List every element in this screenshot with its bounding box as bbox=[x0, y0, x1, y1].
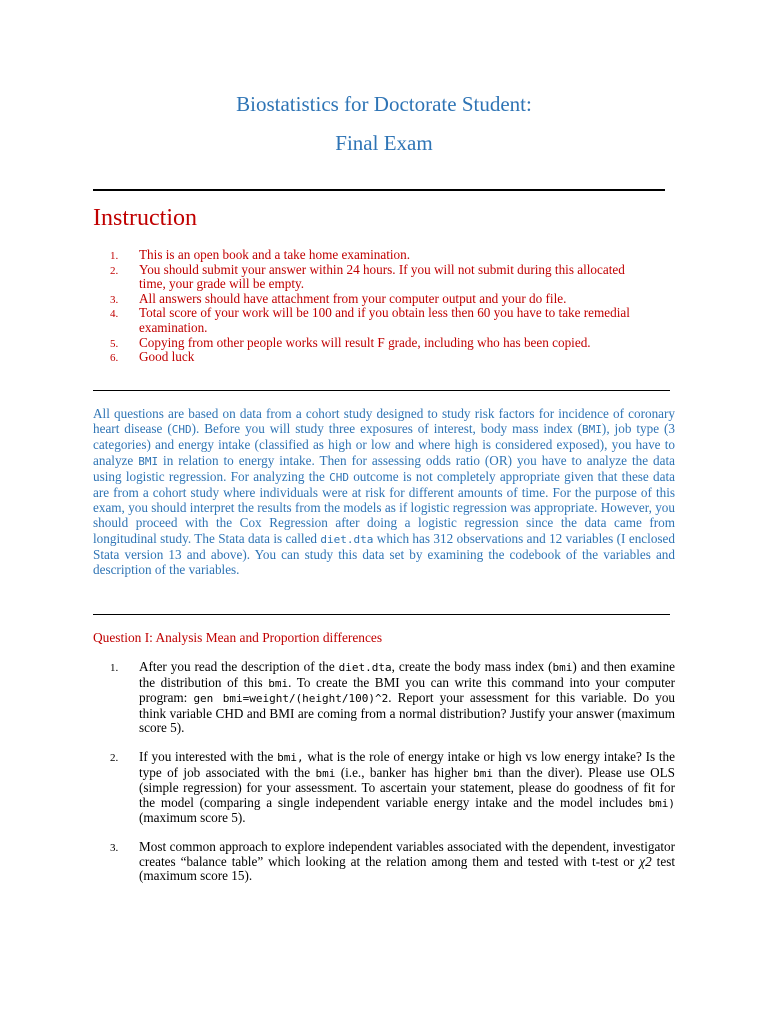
item-text: This is an open book and a take home examination. bbox=[139, 247, 411, 262]
code-term: diet.dta bbox=[320, 532, 374, 546]
item-number: 4. bbox=[110, 308, 119, 321]
question-text: (maximum score 5). bbox=[139, 810, 246, 826]
item-text: Total score of your work will be 100 and if you obtain less then 60 you have to take remedial examination. bbox=[139, 305, 630, 335]
item-number: 1. bbox=[110, 662, 119, 674]
code-term: BMI bbox=[582, 423, 602, 437]
item-text: You should submit your answer within 24 hours. If you will not submit during this allocated time, your grade will be empty. bbox=[139, 261, 625, 292]
intro-text: in relation to energy intake. Then for assessing odds ratio (OR) you have to analyze the data using logistic regression. For analyzing the bbox=[93, 452, 675, 484]
question-list bbox=[110, 660, 675, 898]
instruction-item bbox=[110, 248, 650, 263]
item-number: 3. bbox=[110, 293, 119, 306]
instruction-item bbox=[110, 292, 650, 307]
question-text: what is the role of energy intake or high vs low energy intake? Is the type of job associated with the bbox=[139, 748, 675, 780]
instruction-heading: Instruction bbox=[93, 205, 197, 231]
question-text: . To create the BMI you can write this command into your computer program: bbox=[139, 674, 675, 706]
section-divider bbox=[93, 390, 670, 391]
section-divider bbox=[93, 614, 670, 615]
question-text: (i.e., banker has higher bbox=[335, 764, 474, 780]
document-subtitle: Final Exam bbox=[335, 131, 433, 155]
item-number: 2. bbox=[110, 264, 119, 277]
intro-text: ). Before you will study three exposures of interest, body mass index ( bbox=[191, 421, 583, 437]
intro-text: ), job type (3 categories) and energy intake (classified as high or low and where high is considered exposed), you have to analyze bbox=[93, 421, 675, 468]
code-term: bmi) bbox=[648, 796, 675, 810]
instruction-item bbox=[110, 263, 650, 292]
intro-text: which has 312 observations and 12 variables (I enclosed Stata version 13 and above). You can study this data set by examining the codebook of the variables and description of the variables. bbox=[93, 530, 675, 578]
code-term: bmi bbox=[552, 661, 573, 674]
question-item bbox=[110, 750, 675, 826]
instruction-item bbox=[110, 306, 650, 335]
code-command: gen bmi=weight/(height/100)^2 bbox=[193, 692, 389, 706]
instruction-list bbox=[110, 248, 650, 365]
question-text: If you interested with the bbox=[139, 748, 278, 764]
question-text: ) and then examine the distribution of this bbox=[139, 659, 675, 690]
document-title: Biostatistics for Doctorate Student: bbox=[236, 92, 532, 116]
question-text: than the diver). Please use OLS (simple regression) for your assessment. To ascertain your statement, please do goodness of fit for the model (comparing a single independent variable energy intake and the model includes bbox=[139, 764, 675, 810]
code-term: bmi bbox=[473, 766, 494, 780]
question-heading: Question I: Analysis Mean and Proportion differences bbox=[93, 630, 383, 645]
intro-paragraph bbox=[93, 406, 675, 577]
question-text: Most common approach to explore independent variables associated with the dependent, investigator creates “balance table” which looking at the relation among them and tested with t-test or bbox=[139, 838, 675, 869]
code-term: BMI bbox=[138, 454, 159, 468]
item-number: 2. bbox=[110, 751, 119, 764]
item-number: 3. bbox=[110, 841, 119, 854]
code-term: bmi bbox=[315, 766, 336, 780]
chi-square-symbol: χ2 bbox=[639, 853, 652, 869]
question-item bbox=[110, 840, 675, 884]
question-text: . Report your assessment for this variable. Do you think variable CHD and BMI are coming from a normal distribution? Justify your answer (maximum score 5). bbox=[139, 690, 676, 736]
instruction-item bbox=[110, 336, 650, 351]
intro-text: All questions are based on data from a cohort study designed to study risk factors for incidence of coronary heart disease ( bbox=[93, 406, 675, 437]
item-number: 6. bbox=[110, 352, 119, 365]
title-divider bbox=[93, 189, 665, 191]
instruction-item bbox=[110, 350, 650, 365]
item-number: 1. bbox=[110, 250, 119, 262]
item-text: Copying from other people works will result F grade, including who has been copied. bbox=[139, 334, 591, 350]
question-text: After you read the description of the bbox=[139, 659, 339, 674]
code-term: CHD bbox=[329, 470, 349, 484]
code-term: bmi bbox=[268, 676, 289, 690]
intro-text: outcome is not completely appropriate given that these data are from a cohort study where individuals were at risk for different amounts of time. For the purpose of this exam, you should interpret the results from the models as if logistic regression was appropriate. However, you should proceed with the Cox Regression after doing a logistic regression since the data came from longitudinal study. The Stata data is called bbox=[93, 468, 675, 546]
question-text: test (maximum score 15). bbox=[139, 853, 675, 884]
question-item bbox=[110, 660, 675, 736]
code-term: CHD bbox=[171, 423, 192, 437]
code-term: bmi, bbox=[277, 750, 304, 764]
question-text: , create the body mass index ( bbox=[391, 659, 553, 674]
item-text: All answers should have attachment from your computer output and your do file. bbox=[139, 290, 567, 306]
code-term: diet.dta bbox=[338, 661, 392, 674]
item-number: 5. bbox=[110, 337, 119, 350]
item-text: Good luck bbox=[139, 349, 195, 365]
